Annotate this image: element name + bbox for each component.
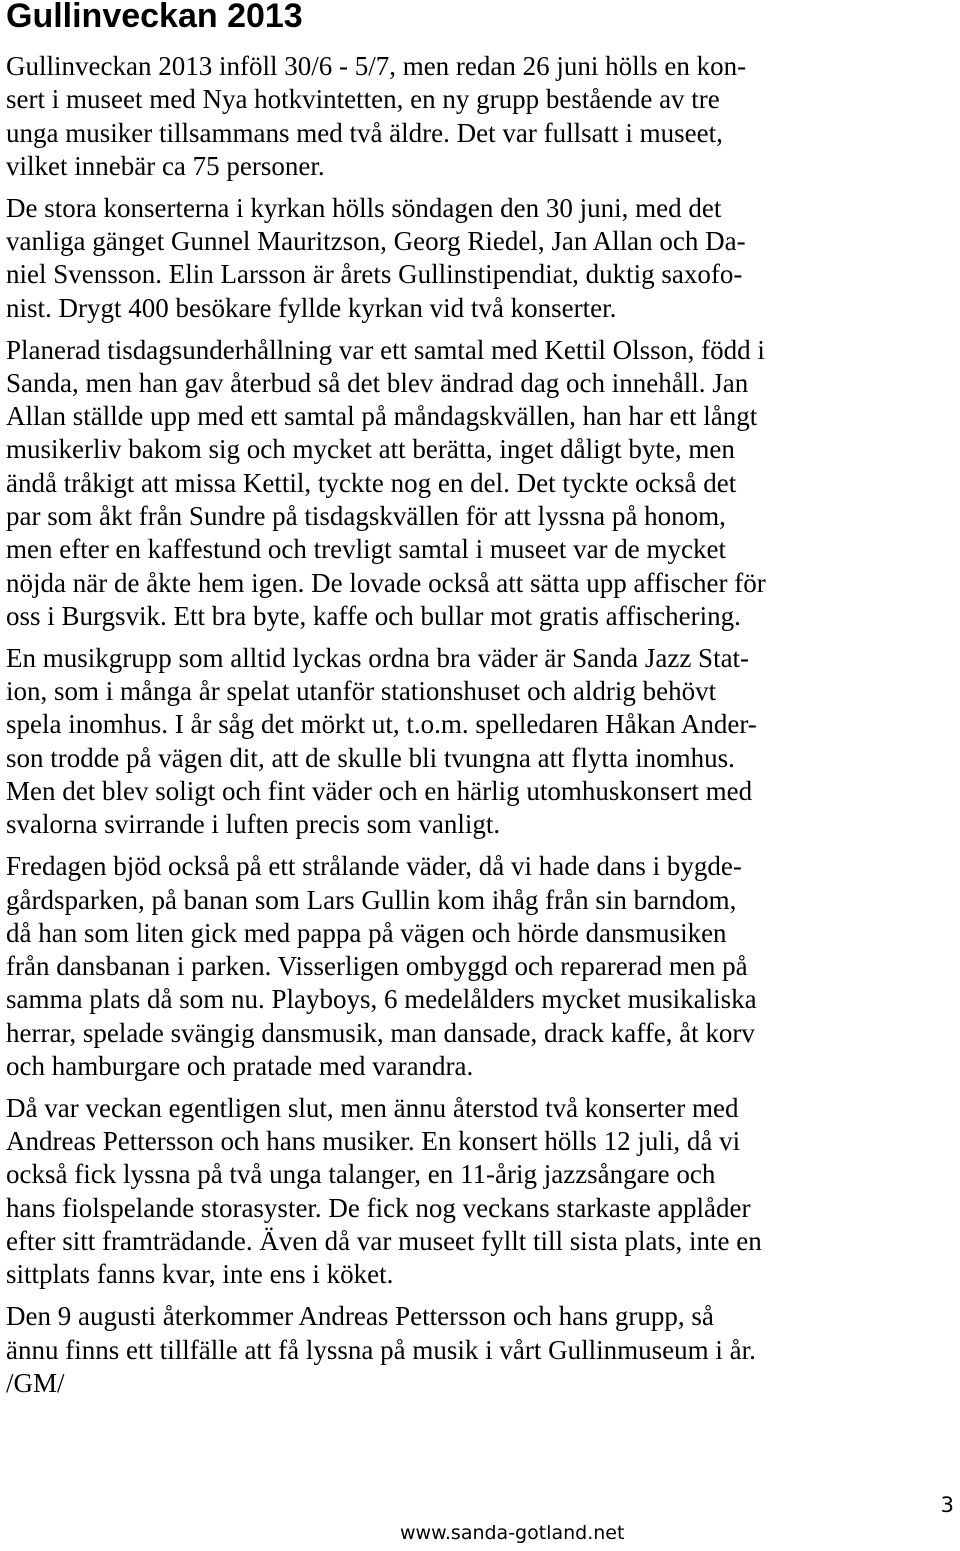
paragraph	[6, 642, 956, 842]
article-title: Gullinveckan 2013	[6, 0, 303, 35]
author-signature: /GM/	[6, 1367, 65, 1398]
text-line: son trodde på vägen dit, att de skulle bli tvungna att flytta inomhus.	[6, 742, 735, 773]
text-line: ion, som i många år spelat utanför stationshuset och aldrig behövt	[6, 676, 717, 707]
text-line: vilket innebär ca 75 personer.	[6, 150, 325, 181]
text-line: Planerad tisdagsunderhållning var ett samtal med Kettil Olsson, född i	[6, 334, 765, 365]
text-line: men efter en kaffestund och trevligt samtal i museet var de mycket	[6, 534, 726, 565]
text-line: sert i museet med Nya hotkvintetten, en ny grupp bestående av tre	[6, 84, 720, 115]
text-line: spela inomhus. I år såg det mörkt ut, t.o.m. spelledaren Håkan Ander-	[6, 709, 757, 740]
text-line: Men det blev soligt och fint väder och en härlig utomhuskonsert med	[6, 776, 753, 807]
text-line: par som åkt från Sundre på tisdagskvällen för att lyssna på honom,	[6, 501, 726, 532]
text-line: Sanda, men han gav återbud så det blev ändrad dag och innehåll. Jan	[6, 367, 749, 398]
text-line: och hamburgare och pratade med varandra.	[6, 1050, 474, 1081]
paragraph	[6, 1300, 956, 1400]
text-line: Fredagen bjöd också på ett strålande väder, då vi hade dans i bygde-	[6, 851, 742, 882]
text-line: ändå tråkigt att missa Kettil, tyckte nog en del. Det tyckte också det	[6, 467, 737, 498]
text-line: från dansbanan i parken. Visserligen ombyggd och reparerad men på	[6, 951, 748, 982]
text-line: unga musiker tillsammans med två äldre. Det var fullsatt i museet,	[6, 117, 723, 148]
text-line: oss i Burgsvik. Ett bra byte, kaffe och bullar mot gratis affischering.	[6, 600, 741, 631]
text-line: då han som liten gick med pappa på vägen och hörde dansmusiken	[6, 917, 727, 948]
text-line: De stora konserterna i kyrkan hölls söndagen den 30 juni, med det	[6, 192, 722, 223]
text-line: Andreas Pettersson och hans musiker. En konsert hölls 12 juli, då vi	[6, 1126, 741, 1157]
text-line: svalorna svirrande i luften precis som vanligt.	[6, 809, 501, 840]
text-line: samma plats då som nu. Playboys, 6 medelålders mycket musikaliska	[6, 984, 757, 1015]
text-line: vanliga gänget Gunnel Mauritzson, Georg Riedel, Jan Allan och Da-	[6, 226, 746, 257]
text-line: nöjda när de åkte hem igen. De lovade också att sätta upp affischer för	[6, 567, 766, 598]
footer-url: www.sanda-gotland.net	[400, 1522, 625, 1544]
text-line: En musikgrupp som alltid lyckas ordna bra väder är Sanda Jazz Stat-	[6, 642, 750, 673]
paragraph	[6, 1092, 956, 1292]
article-body	[6, 50, 956, 1409]
paragraph	[6, 192, 956, 325]
text-line: Då var veckan egentligen slut, men ännu återstod två konserter med	[6, 1092, 739, 1123]
page-number: 3	[940, 1493, 954, 1517]
text-line: efter sitt framträdande. Även då var museet fyllt till sista plats, inte en	[6, 1226, 762, 1257]
text-line: Den 9 augusti återkommer Andreas Pettersson och hans grupp, så	[6, 1301, 714, 1332]
text-line: ännu finns ett tillfälle att få lyssna på musik i vårt Gullinmuseum i år.	[6, 1334, 756, 1365]
paragraph	[6, 334, 956, 634]
text-line: hans fiolspelande storasyster. De fick nog veckans starkaste applåder	[6, 1192, 751, 1223]
text-line: sittplats fanns kvar, inte ens i köket.	[6, 1259, 394, 1290]
text-line: niel Svensson. Elin Larsson är årets Gullinstipendiat, duktig saxofo-	[6, 259, 743, 290]
text-line: Gullinveckan 2013 inföll 30/6 - 5/7, men redan 26 juni hölls en kon-	[6, 51, 747, 81]
text-line: nist. Drygt 400 besökare fyllde kyrkan vid två konserter.	[6, 292, 617, 323]
text-line: herrar, spelade svängig dansmusik, man dansade, drack kaffe, åt korv	[6, 1017, 755, 1048]
paragraph	[6, 850, 956, 1083]
text-line: musikerliv bakom sig och mycket att berätta, inget dåligt byte, men	[6, 434, 735, 465]
text-line: också fick lyssna på två unga talanger, en 11-årig jazzsångare och	[6, 1159, 716, 1190]
text-line: gårdsparken, på banan som Lars Gullin kom ihåg från sin barndom,	[6, 884, 737, 915]
text-line: Allan ställde upp med ett samtal på måndagskvällen, han har ett långt	[6, 401, 758, 432]
paragraph	[6, 50, 956, 183]
